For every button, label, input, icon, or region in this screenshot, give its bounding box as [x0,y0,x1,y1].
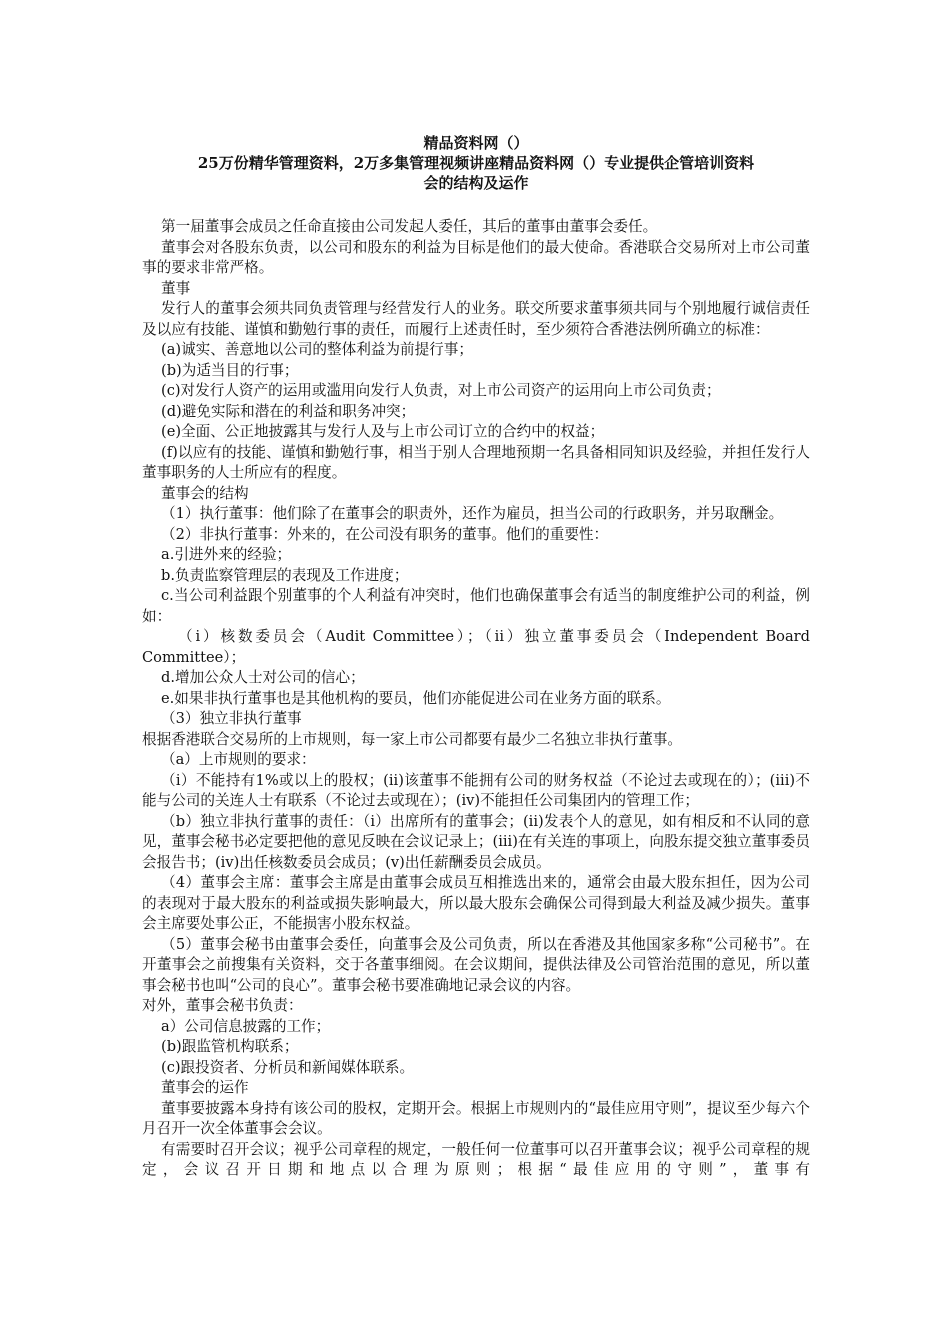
section-heading: 董事会的结构 [161,484,249,502]
section-heading: 董事会的运作 [161,1079,249,1096]
document-title: 会的结构及运作 [423,174,529,192]
list-item: (b)跟监管机构联系； [161,1038,299,1055]
paragraph: （a）上市规则的要求： [161,751,316,768]
list-item: d.增加公众人士对公司的信心； [161,669,365,686]
paragraph: 董事要披露本身持有该公司的股权，定期开会。根据上市规则内的“最佳应用守则”，提议至少每六个月召开一次全体董事会会议。 [142,1099,810,1137]
paragraph: （b）独立非执行董事的责任：（i）出席所有的董事会；(ii)发表个人的意见，如有相反和不认同的意见，董事会秘书必定要把他的意见反映在会议记录上；(iii)在有关连的事项上，向股东提交独立董事委员会报告书；(iv)出任核数委员会成员；(v)出任薪酬委员会成员。 [142,812,810,871]
paragraph: 对外，董事会秘书负责： [142,997,303,1014]
list-item: (a)诚实、善意地以公司的整体利益为前提行事； [161,341,473,358]
list-item: (d)避免实际和潜在的利益和职务冲突； [161,402,416,420]
list-item: e.如果非执行董事也是其他机构的要员，他们亦能促进公司在业务方面的联系。 [161,689,671,707]
section-heading: （3）独立非执行董事 [161,710,302,727]
list-item: (b)为适当目的行事； [161,361,299,379]
document-header [142,133,810,193]
paragraph: 有需要时召开会议；视乎公司章程的规定，一般任何一位董事可以召开董事会议；视乎公司章程的规定，会议召开日期和地点以合理为原则；根据“最佳应用的守则”，董事有 [142,1140,810,1178]
header-site-title: 精品资料网（） [423,134,529,152]
paragraph: （4）董事会主席：董事会主席是由董事会成员互相推选出来的，通常会由最大股东担任，因为公司的表现对于最大股东的利益或损失影响最大，所以最大股东会确保公司得到最大利益及减少损失。董事会主席要处事公正，不能损害小股东权益。 [142,874,810,932]
section-heading: 董事 [161,279,191,297]
list-item: a.引进外来的经验； [161,546,292,563]
paragraph: （i）不能持有1%或以上的股权；(ii)该董事不能拥有公司的财务权益（不论过去或现在的）；(iii)不能与公司的关连人士有联系（不论过去或现在）；(iv)不能担任公司集团内的管理工作； [142,771,810,809]
paragraph: （2）非执行董事：外来的，在公司没有职务的董事。他们的重要性： [161,525,609,543]
list-item: （i）核数委员会（Audit Committee）；（ii）独立董事委员会（Independent Board Committee）； [142,628,810,666]
list-item: a）公司信息披露的工作； [161,1017,331,1035]
list-item: (f)以应有的技能、谨慎和勤勉行事，相当于别人合理地预期一名具备相同知识及经验，并担任发行人董事职务的人士所应有的程度。 [142,443,810,481]
document-page [142,133,810,1181]
header-promo-line: 25万份精华管理资料，2万多集管理视频讲座精品资料网（）专业提供企管培训资料 [197,154,755,172]
paragraph: 根据香港联合交易所的上市规则，每一家上市公司都要有最少二名独立非执行董事。 [142,730,682,748]
list-item: (c)对发行人资产的运用或滥用向发行人负责，对上市公司资产的运用向上市公司负责； [161,382,721,399]
list-item: (e)全面、公正地披露其与发行人及与上市公司订立的合约中的权益； [161,423,605,440]
document-body [142,217,810,1181]
paragraph: 发行人的董事会须共同负责管理与经营发行人的业务。联交所要求董事须共同与个别地履行诚信责任及以应有技能、谨慎和勤勉行事的责任，而履行上述责任时，至少须符合香港法例所确立的标准： [142,300,810,338]
paragraph: （1）执行董事：他们除了在董事会的职责外，还作为雇员，担当公司的行政职务，并另取酬金。 [161,505,784,522]
paragraph: 第一届董事会成员之任命直接由公司发起人委任，其后的董事由董事会委任。 [161,218,658,235]
list-item: b.负责监察管理层的表现及工作进度； [161,566,409,584]
paragraph: 董事会对各股东负责，以公司和股东的利益为目标是他们的最大使命。香港联合交易所对上市公司董事的要求非常严格。 [142,238,810,276]
list-item: c.当公司利益跟个别董事的个人利益有冲突时，他们也确保董事会有适当的制度维护公司的利益，例如： [142,587,810,625]
list-item: (c)跟投资者、分析员和新闻媒体联系。 [161,1058,415,1076]
paragraph: （5）董事会秘书由董事会委任，向董事会及公司负责，所以在香港及其他国家多称“公司秘书”。在开董事会之前搜集有关资料，交于各董事细阅。在会议期间，提供法律及公司管治范围的意见，所以董事会秘书也叫“公司的良心”。董事会秘书要准确地记录会议的内容。 [142,935,810,994]
